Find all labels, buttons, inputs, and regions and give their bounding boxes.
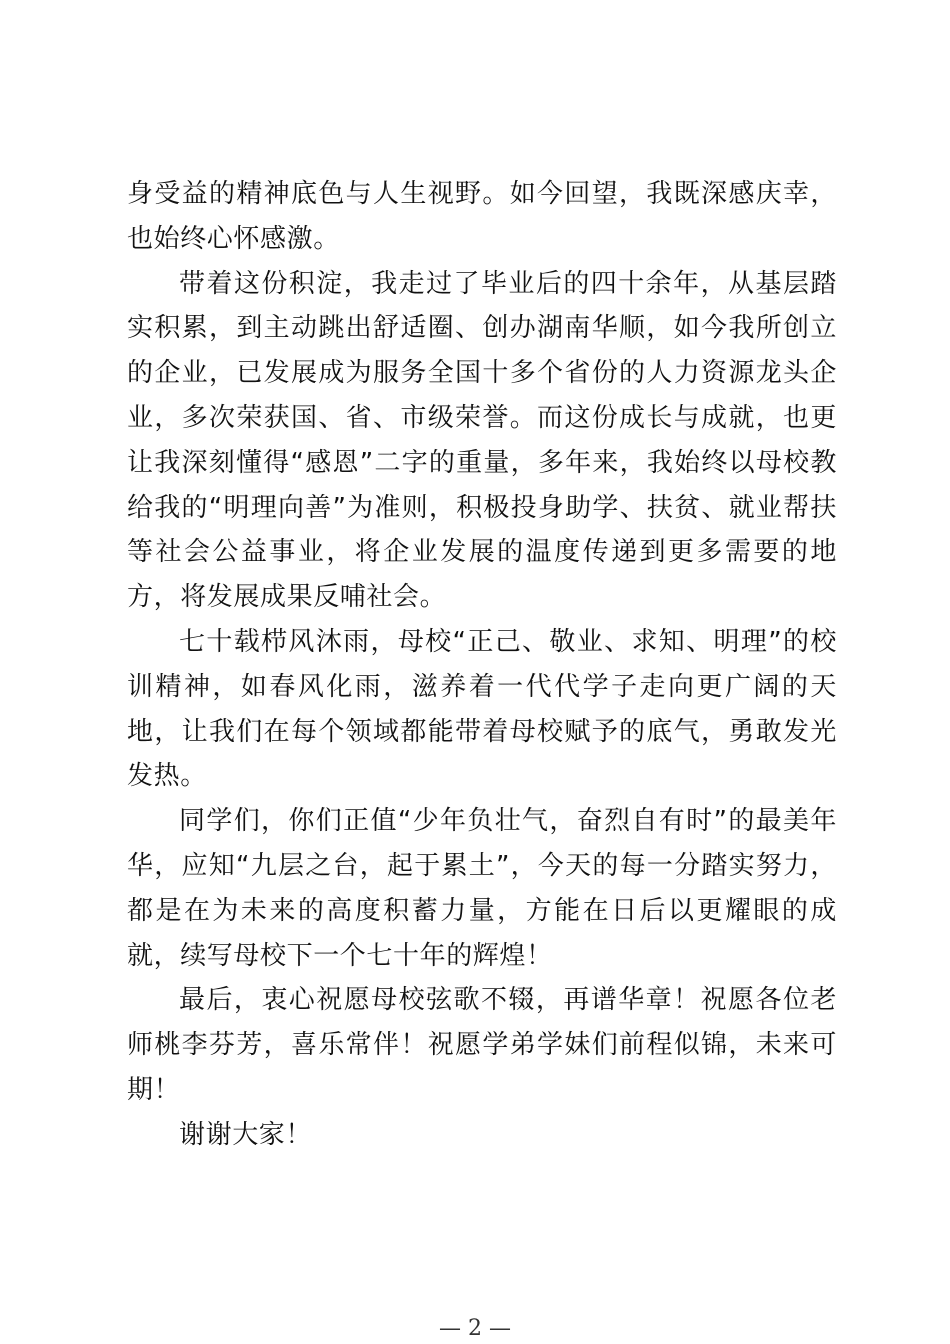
paragraph-students: 同学们，你们正值“少年负壮气，奋烈自有时”的最美年华，应知“九层之台，起于累土”，今天的每一分踏实努力，都是在为未来的高度积蓄力量，方能在日后以更耀眼的成就，续写母校下一个七十年的辉煌！ (127, 806, 837, 971)
body-text (127, 172, 837, 1158)
paragraph-career: 带着这份积淀，我走过了毕业后的四十余年，从基层踏实积累，到主动跳出舒适圈、创办湖南华顺，如今我所创立的企业，已发展成为服务全国十多个省份的人力资源龙头企业，多次荣获国、省、市级荣誉。而这份成长与成就，也更让我深刻懂得“感恩”二字的重量，多年来，我始终以母校教给我的“明理向善”为准则，积极投身助学、扶贫、就业帮扶等社会公益事业，将企业发展的温度传递到更多需要的地方，将发展成果反哺社会。 (127, 268, 837, 613)
paragraph-wishes: 最后，衷心祝愿母校弦歌不辍，再谱华章！祝愿各位老师桃李芬芳，喜乐常伴！祝愿学弟学妹们前程似锦，未来可期！ (127, 985, 837, 1105)
page-number: — 2 — (439, 1316, 511, 1341)
paragraph-thanks: 谢谢大家！ (179, 1119, 313, 1150)
paragraph-school-motto: 七十载栉风沐雨，母校“正己、敬业、求知、明理”的校训精神，如春风化雨，滋养着一代代学子走向更广阔的天地，让我们在每个领域都能带着母校赋予的底气，勇敢发光发热。 (127, 626, 837, 792)
paragraph-continued: 身受益的精神底色与人生视野。如今回望，我既深感庆幸，也始终心怀感激。 (127, 179, 837, 254)
